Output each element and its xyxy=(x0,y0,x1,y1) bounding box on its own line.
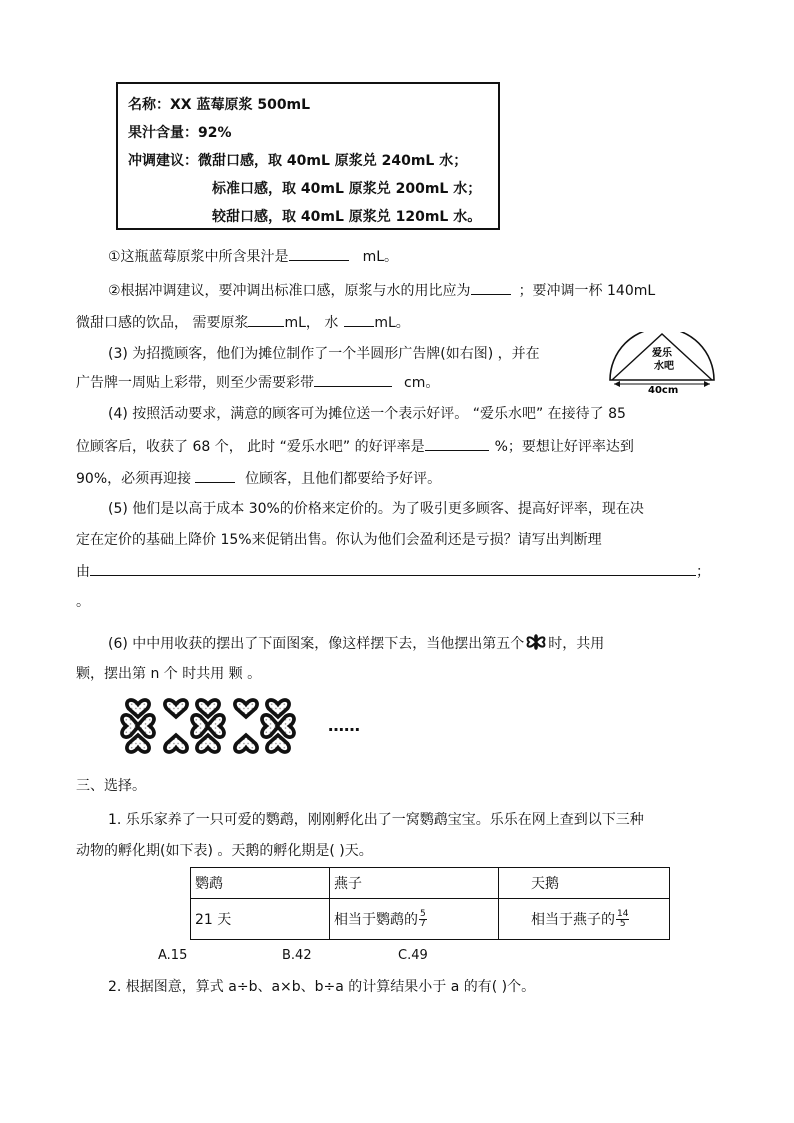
q4-text-a: 位顾客后，收获了 68 个， 此时 “爱乐水吧” 的好评率是 xyxy=(76,439,425,455)
q4-text-c: 90%，必须再迎接 xyxy=(76,471,192,487)
q4-rate-blank[interactable] xyxy=(425,436,489,451)
q5-line4: 。 xyxy=(76,594,90,610)
q2-juice-blank[interactable] xyxy=(248,312,284,327)
q5-line3 xyxy=(76,561,710,582)
label-suggest-3: 较甜口感，取 40mL 原浆兑 120mL 水。 xyxy=(212,209,482,225)
q2-ratio-blank[interactable] xyxy=(471,280,511,295)
c1-line2: 动物的孵化期(如下表) 。天鹅的孵化期是( )天。 xyxy=(76,843,373,859)
table-row xyxy=(191,868,670,899)
q6-text-a: (6) 中中用收获的摆出了下面图案，像这样摆下去，当他摆出第五个 xyxy=(108,636,525,652)
label-suggest-1: 冲调建议：微甜口感，取 40mL 原浆兑 240mL 水； xyxy=(128,153,468,169)
option-b[interactable]: B.42 xyxy=(282,948,312,963)
table-cell-swallow xyxy=(330,899,499,940)
q6-line1 xyxy=(108,632,604,654)
q5-text-b: ； xyxy=(696,564,710,580)
fraction-denominator: 5 xyxy=(619,919,626,930)
fraction-fourteen-fifths xyxy=(616,910,629,929)
q6-line2: 颗，摆出第 n 个 时共用 颗 。 xyxy=(76,666,262,682)
q2-text-c: 微甜口感的饮品， 需要原浆 xyxy=(76,315,249,331)
option-a[interactable]: A.15 xyxy=(158,948,188,963)
q5-text-a: 由 xyxy=(76,564,90,580)
q4-line1: (4) 按照活动要求，满意的顾客可为摊位送一个表示好评。 “爱乐水吧” 在接待了 85 xyxy=(108,406,626,422)
q3-text-a: 广告牌一周贴上彩带，则至少需要彩带 xyxy=(76,375,314,391)
q2-line2 xyxy=(76,312,410,333)
q2-text-b: ；要冲调一杯 140mL xyxy=(518,283,656,299)
q4-line3 xyxy=(76,468,441,489)
label-suggest-2: 标准口感，取 40mL 原浆兑 200mL 水； xyxy=(212,181,482,197)
q2-text-a: ②根据冲调建议，要冲调出标准口感，原浆与水的用比应为 xyxy=(108,283,471,299)
heart-shape xyxy=(207,715,224,737)
section3-title: 三、选择。 xyxy=(76,778,146,794)
swallow-text: 相当于鹦鹉的 xyxy=(334,911,418,928)
heart-pattern-figure xyxy=(110,694,330,758)
q2-text-d: mL， 水 xyxy=(284,315,339,331)
q5-line1: (5) 他们是以高于成本 30%的价格来定价的。为了吸引更多顾客、提高好评率，现在决 xyxy=(108,501,644,517)
q4-customers-blank[interactable] xyxy=(195,468,235,483)
heart-shape xyxy=(235,700,257,717)
q6-text-b: 时，共用 xyxy=(548,636,605,652)
table-cell-parrot: 21 天 xyxy=(191,899,330,940)
label-juice-content: 果汁含量：92% xyxy=(128,125,232,141)
table-cell-swan xyxy=(499,899,670,940)
heart-shape xyxy=(277,715,294,737)
fraction-five-sevenths xyxy=(419,910,427,929)
fraction-denominator: 7 xyxy=(420,919,426,930)
pattern-ellipsis: …… xyxy=(328,716,360,735)
sign-text-1: 爱乐 xyxy=(652,348,672,359)
c2-line: 2. 根据图意，算式 a÷b、a×b、b÷a 的计算结果小于 a 的有( )个。 xyxy=(108,979,536,995)
c1-line1: 1. 乐乐家养了一只可爱的鹦鹉，刚刚孵化出了一窝鹦鹉宝宝。乐乐在网上查到以下三种 xyxy=(108,812,644,828)
q4-line2 xyxy=(76,436,634,457)
q2-water-blank[interactable] xyxy=(344,312,374,327)
fraction-numerator: 5 xyxy=(420,909,426,920)
q1-unit: mL。 xyxy=(362,249,398,265)
clover-icon xyxy=(525,632,547,652)
label-name: 名称：XX 蓝莓原浆 500mL xyxy=(128,97,311,113)
sign-dimension: 40cm xyxy=(648,385,679,394)
table-header-cell: 燕子 xyxy=(330,868,499,899)
q3-text-b: cm。 xyxy=(404,375,440,391)
table-header-cell: 鹦鹉 xyxy=(191,868,330,899)
hatch-period-table xyxy=(190,867,670,940)
q3-ribbon-blank[interactable] xyxy=(314,372,392,387)
q2-line1 xyxy=(108,280,655,301)
q1-text: ①这瓶蓝莓原浆中所含果汁是 xyxy=(108,249,289,265)
heart-shape xyxy=(165,735,187,752)
fraction-numerator: 14 xyxy=(617,909,629,920)
q3-line1: (3) 为招揽顾客，他们为摊位制作了一个半圆形广告牌(如右图) ，并在 xyxy=(108,346,540,362)
sign-text-2: 水吧 xyxy=(654,361,674,372)
q1-line xyxy=(108,246,398,267)
q4-text-b: %；要想让好评率达到 xyxy=(494,439,634,455)
table-header-cell: 天鹅 xyxy=(499,868,670,899)
semicircle-sign-figure xyxy=(606,332,718,394)
heart-shape xyxy=(235,735,257,752)
q4-text-d: 位顾客，且他们都要给予好评。 xyxy=(245,471,442,487)
q5-reason-blank[interactable] xyxy=(90,561,696,576)
heart-shape xyxy=(137,715,154,737)
swan-text: 相当于燕子的 xyxy=(531,911,615,928)
q5-line2: 定在定价的基础上降价 15%来促销出售。你认为他们会盈利还是亏损？请写出判断理 xyxy=(76,532,602,548)
q3-line2 xyxy=(76,372,439,393)
q1-answer-blank[interactable] xyxy=(289,246,349,261)
option-c[interactable]: C.49 xyxy=(398,948,428,963)
q2-text-e: mL。 xyxy=(374,315,410,331)
table-row xyxy=(191,899,670,940)
heart-shape xyxy=(165,700,187,717)
